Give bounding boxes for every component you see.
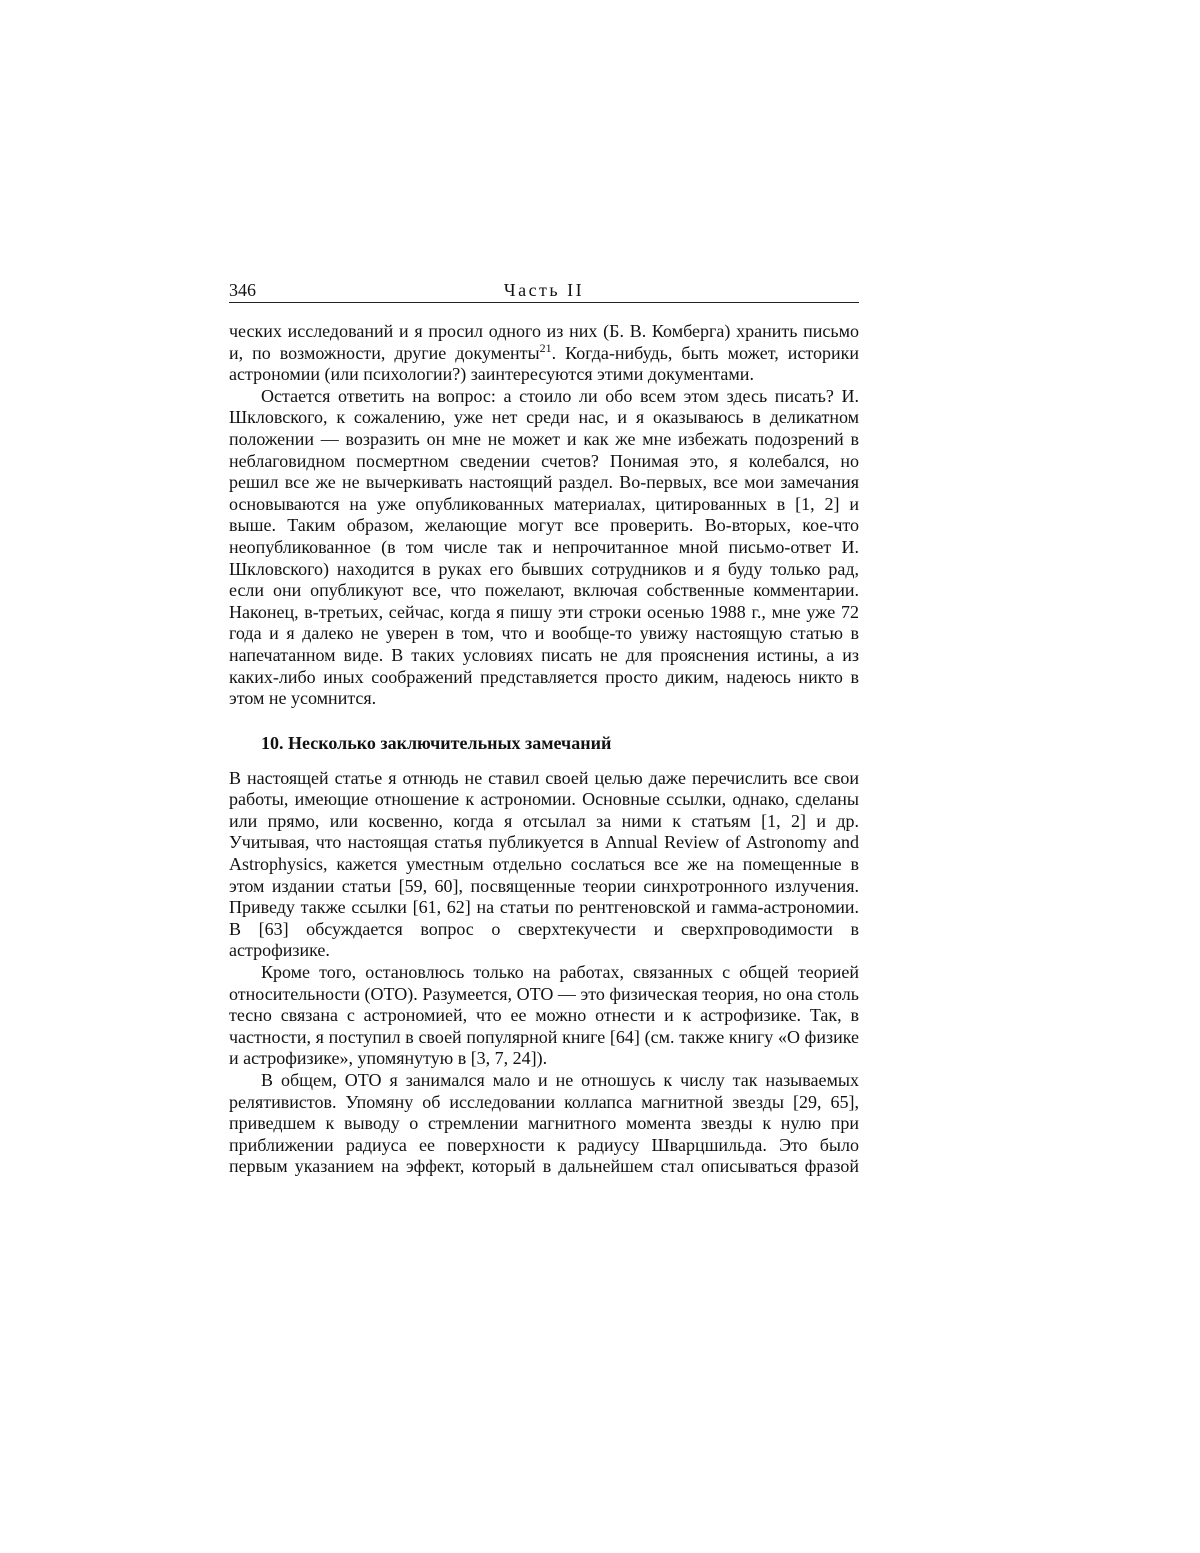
running-head: Часть II xyxy=(503,280,585,300)
body-text xyxy=(229,321,859,1178)
paragraph-text: . Когда-нибудь, быть может, историки астрономии (или психологии?) заинтересуются этими документами. xyxy=(229,342,859,385)
book-page xyxy=(229,280,859,1178)
paragraph: Кроме того, остановлюсь только на работах, связанных с общей теорией относительности (ОТО). Разумеется, ОТО — это физическая теория, но она столь тесно связана с астрономией, что ее можно отнести и к астрофизике. Так, в частности, я поступил в своей популярной книге [64] (см. также книгу «О физике и астрофизике», упомянутую в [3, 7, 24]). xyxy=(229,962,859,1069)
paragraph: В настоящей статье я отнюдь не ставил своей целью даже перечислить все свои работы, имеющие отношение к астрономии. Основные ссылки, однако, сделаны или прямо, или косвенно, когда я отсылал за ними к статьям [1, 2] и др. Учитывая, что настоящая статья публикуется в Annual Review of Astronomy and Astrophysics, кажется уместным отдельно сослаться все же на помещенные в этом издании статьи [59, 60], посвященные теории синхротронного излучения. Приведу также ссылки [61, 62] на статьи по рентгеновской и гамма-астрономии. В [63] обсуждается вопрос о сверхтекучести и сверхпроводимости в астрофизике. xyxy=(229,767,859,961)
section-heading: 10. Несколько заключительных замечаний xyxy=(261,732,612,753)
paragraph: Остается ответить на вопрос: а стоило ли обо всем этом здесь писать? И. Шкловского, к сожалению, уже нет среди нас, и я оказываюсь в деликатном положении — возразить он мне не может и как же мне избежать подозрений в неблаговидном посмертном сведении счетов? Понимая это, я колебался, но решил все же не вычеркивать настоящий раздел. Во-первых, все мои замечания основываются на уже опубликованных материалах, цитированных в [1, 2] и выше. Таким образом, желающие могут все проверить. Во-вторых, кое-что неопубликованное (в том числе так и непрочитанное мной письмо-ответ И. Шкловского) находится в руках его бывших сотрудников и я буду только рад, если они опубликуют все, что пожелают, включая собственные комментарии. Наконец, в-третьих, сейчас, когда я пишу эти строки осенью 1988 г., мне уже 72 года и я далеко не уверен в том, что и вообще-то увижу настоящую статью в напечатанном виде. В таких условиях писать не для прояснения истины, а из каких-либо иных соображений представляется просто диким, надеюсь никто в этом не усомнится. xyxy=(229,385,859,709)
page-header xyxy=(229,280,859,303)
paragraph: В общем, ОТО я занимался мало и не отношусь к числу так называемых релятивистов. Упомяну об исследовании коллапса магнитной звезды [29, 65], приведшем к выводу о стремлении магнитного момента звезды к нулю при приближении радиуса ее поверхности к радиусу Шварцшильда. Это было первым указанием на эффект, который в дальнейшем стал описываться фразой xyxy=(229,1070,859,1177)
paragraph-continuation xyxy=(229,321,859,386)
paragraph-text: ческих исследований и я просил одного из них (Б. В. Комберга) хранить письмо и, по возможности, другие документы xyxy=(229,321,859,363)
footnote-marker: 21 xyxy=(539,340,552,355)
page-number: 346 xyxy=(229,280,256,300)
